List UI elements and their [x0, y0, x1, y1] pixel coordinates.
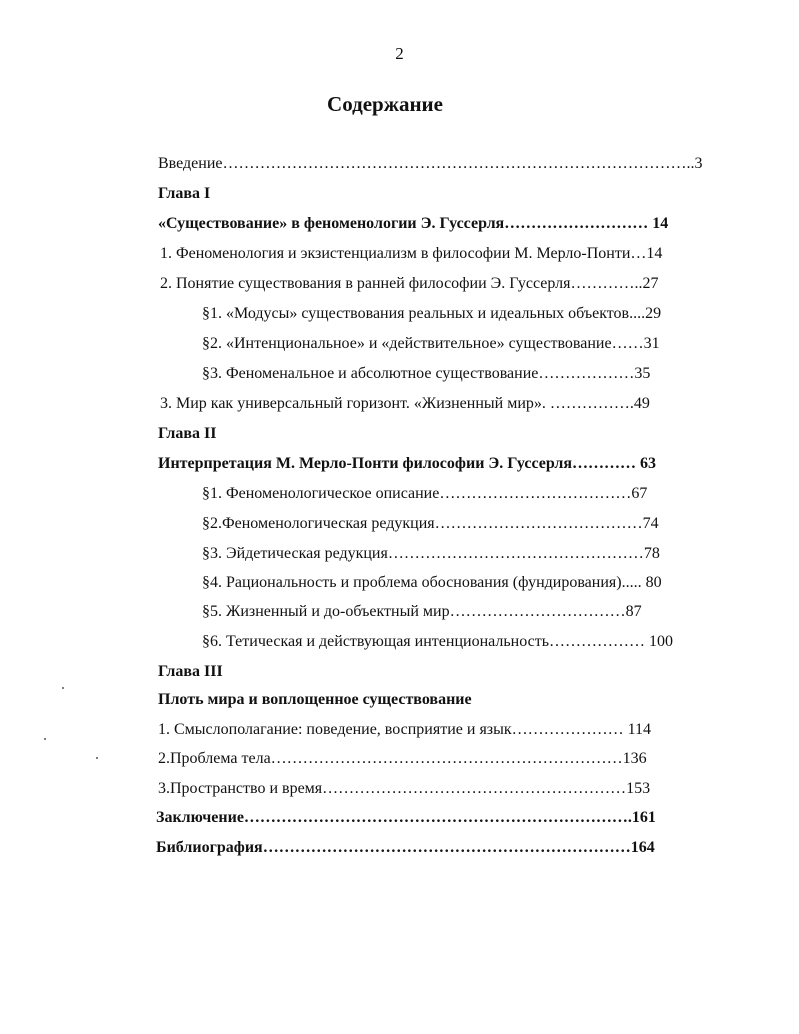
toc-entry-bibliography: Библиография……………………………………………………………164	[156, 839, 655, 856]
toc-entry-3-1: 1. Смыслополагание: поведение, восприятие и язык………………… 114	[158, 721, 652, 738]
toc-entry-2-s2: §2.Феноменологическая редукция…………………………………74	[202, 515, 659, 532]
scan-speck	[44, 738, 46, 740]
toc-entry-1-2-s1: §1. «Модусы» существования реальных и идеальных объектов....29	[202, 305, 662, 322]
toc-chapter-3-title: Плоть мира и воплощенное существование	[158, 691, 472, 708]
toc-chapter-1-heading: Глава I	[158, 185, 211, 202]
toc-entry-1-2-s2: §2. «Интенциональное» и «действительное» существование……31	[202, 335, 660, 352]
toc-entry-1-3: 3. Мир как универсальный горизонт. «Жизненный мир». …………….49	[160, 395, 650, 412]
toc-entry-2-s1: §1. Феноменологическое описание………………………………67	[202, 485, 648, 502]
toc-entry-2-s3: §3. Эйдетическая редукция…………………………………………78	[202, 545, 660, 562]
toc-chapter-2-title: Интерпретация М. Мерло-Понти философии Э. Гуссерля………… 63	[158, 455, 656, 472]
page-number: 2	[395, 44, 404, 63]
toc-entry-1-2-s3: §3. Феноменальное и абсолютное существование………………35	[202, 365, 651, 382]
page-title: Содержание	[327, 92, 443, 116]
toc-entry-1-2: 2. Понятие существования в ранней философии Э. Гуссерля…………..27	[160, 275, 659, 292]
toc-entry-2-s5: §5. Жизненный и до-объектный мир……………………………87	[202, 603, 642, 620]
toc-entry-2-s6: §6. Тетическая и действующая интенциональность……………… 100	[202, 633, 674, 650]
toc-entry-3-3: 3.Пространство и время…………………………………………………153	[158, 780, 651, 797]
toc-chapter-2-heading: Глава II	[158, 425, 217, 442]
toc-chapter-3-heading: Глава III	[158, 663, 223, 680]
toc-entry-conclusion: Заключение……………………………………………………………….161	[156, 809, 656, 826]
scan-speck	[62, 687, 64, 689]
toc-entry-introduction: Введение……………………………………………………………………………..3	[158, 155, 703, 172]
toc-entry-2-s4: §4. Рациональность и проблема обоснования (фундирования)..... 80	[202, 574, 662, 591]
scan-speck	[96, 757, 98, 759]
toc-entry-3-2: 2.Проблема тела…………………………………………………………136	[158, 750, 647, 767]
toc-chapter-1-title: «Существование» в феноменологии Э. Гуссерля……………………… 14	[158, 215, 669, 232]
toc-entry-1-1: 1. Феноменология и экзистенциализм в философии М. Мерло-Понти…14	[160, 245, 663, 262]
